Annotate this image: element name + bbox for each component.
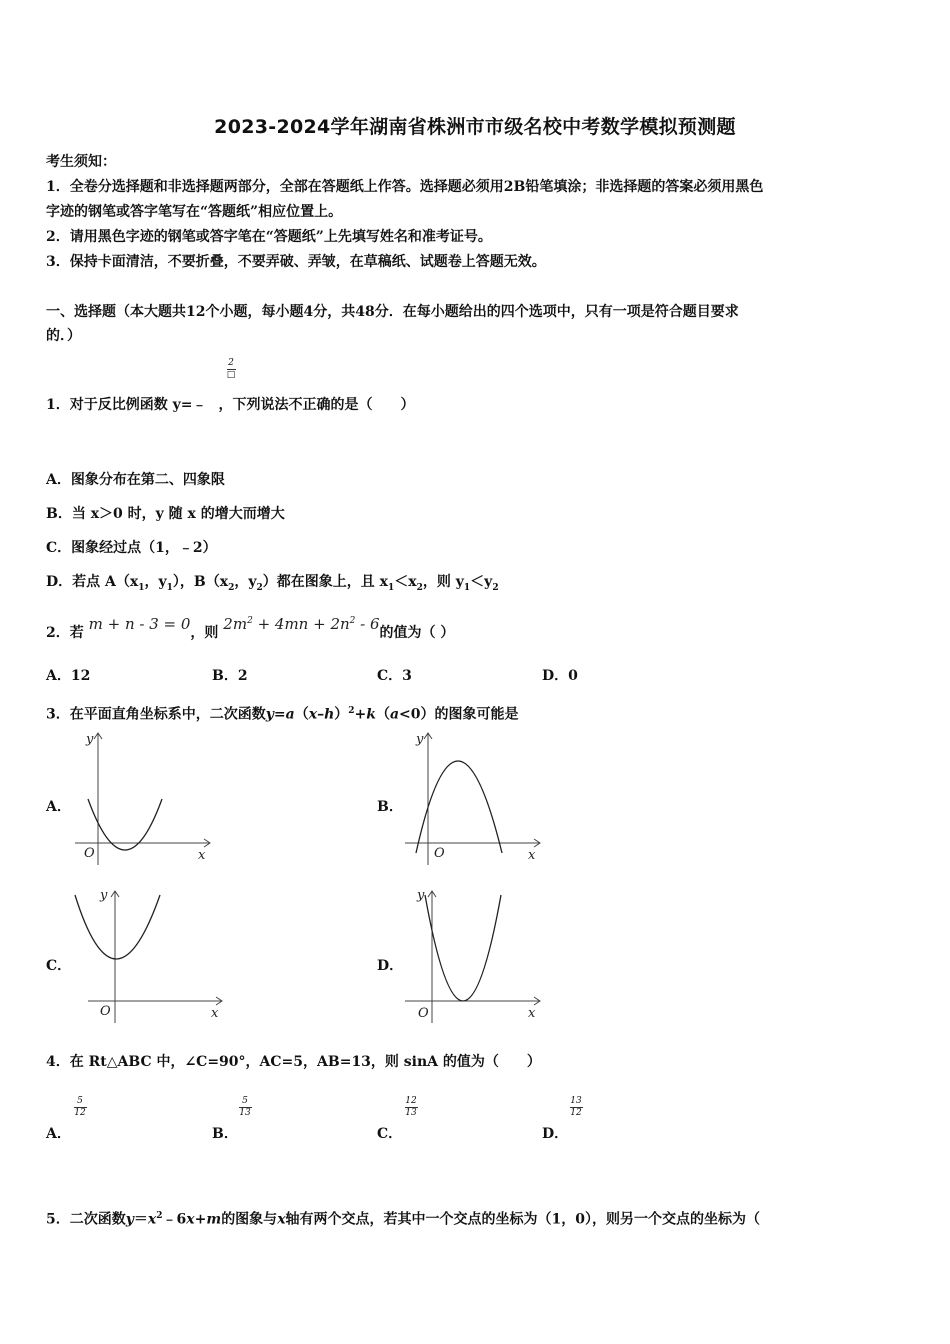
notice-item-3: 3．保持卡面清洁，不要折叠，不要弄破、弄皱，在草稿纸、试题卷上答题无效。 bbox=[46, 254, 546, 270]
q4-d-denominator: 12 bbox=[570, 1108, 582, 1118]
page-title: 2023-2024学年湖南省株洲市市级名校中考数学模拟预测题 bbox=[214, 116, 736, 138]
q4-option-a-label: A． bbox=[46, 1126, 71, 1142]
q5-stem-sup: 2 bbox=[156, 1211, 163, 1221]
q3-graph-b-origin: O bbox=[434, 846, 445, 861]
q3-graph-c-x-label: x bbox=[211, 1006, 219, 1021]
q3-stem-h: h bbox=[324, 706, 335, 723]
q3-graph-c-origin: O bbox=[100, 1004, 111, 1019]
q3-option-b-label: B． bbox=[377, 799, 403, 815]
q2-expr-part-2: + 4mn + 2n bbox=[252, 615, 350, 633]
q4-b-denominator: 13 bbox=[239, 1108, 251, 1118]
q4-c-denominator: 13 bbox=[405, 1108, 417, 1118]
q2-stem-b: ，则 bbox=[190, 625, 219, 641]
q5-stem-x-2: x bbox=[186, 1211, 195, 1228]
q1-d-sub-6: 2 bbox=[416, 582, 423, 593]
q3-graph-b-x-label: x bbox=[528, 848, 536, 863]
q1-d-sub-7: 1 bbox=[463, 582, 471, 593]
q3-stem-plus: + bbox=[354, 706, 367, 723]
q1-option-d bbox=[46, 573, 499, 597]
q3-stem-paren-3: （ bbox=[375, 706, 390, 723]
q3-stem-y: y bbox=[265, 706, 274, 723]
q4-option-d-label: D． bbox=[542, 1126, 569, 1142]
q2-expr-sup-2: 2 bbox=[349, 616, 356, 626]
section-heading-line-2: 的．） bbox=[46, 328, 81, 344]
q1-d-text-2: ，y bbox=[144, 574, 167, 590]
q3-option-c-label: C． bbox=[46, 958, 72, 974]
q2-expr-part-3: - 6 bbox=[355, 615, 380, 633]
q4-option-b-label: B． bbox=[212, 1126, 238, 1142]
q1-d-sub-1: 1 bbox=[138, 582, 145, 593]
q3-graph-c bbox=[70, 883, 230, 1028]
q1-stem-b: ，下列说法不正确的是（ ） bbox=[218, 397, 415, 413]
q1-d-text-1: D．若点 A（x bbox=[46, 574, 139, 590]
q3-graph-a-y-label: y bbox=[86, 732, 94, 747]
q1-d-sub-4: 2 bbox=[256, 582, 263, 593]
q5-stem-e: 轴有两个交点，若其中一个交点的坐标为（1，0），则另一个交点的坐标为（ bbox=[285, 1211, 761, 1228]
q2-expr-sup-1: 2 bbox=[247, 616, 253, 626]
q5-stem-b: ﹣6 bbox=[162, 1211, 187, 1228]
q1-d-text-5: ）都在图象上，且 x bbox=[262, 574, 388, 590]
q3-stem bbox=[46, 702, 519, 724]
q2-target-expression bbox=[223, 615, 379, 633]
q2-option-b: B．2 bbox=[212, 668, 248, 684]
q5-stem-d: 的图象与 bbox=[221, 1211, 278, 1228]
q1-option-a: A．图象分布在第二、四象限 bbox=[46, 472, 225, 488]
q3-option-a-label: A． bbox=[46, 799, 71, 815]
q3-graph-c-y-label: y bbox=[100, 888, 108, 903]
q3-stem-x: x bbox=[308, 706, 318, 723]
q2-option-a: A．12 bbox=[46, 668, 91, 684]
q4-a-denominator: 12 bbox=[74, 1108, 86, 1118]
q1-d-text-3: ），B（x bbox=[172, 574, 229, 590]
q1-d-sub-5: 1 bbox=[388, 582, 395, 593]
q3-graph-d-origin: O bbox=[418, 1006, 429, 1021]
q3-option-d-label: D． bbox=[377, 958, 404, 974]
q3-graph-a-origin: O bbox=[84, 846, 95, 861]
q3-graph-d-y-label: y bbox=[417, 888, 425, 903]
q1-d-sub-8: 2 bbox=[492, 582, 499, 593]
q1-d-text-6: ＜x bbox=[394, 574, 417, 590]
q3-stem-end: <0）的图象可能是 bbox=[399, 706, 519, 723]
q1-stem bbox=[46, 396, 414, 414]
q2-stem-c: 的值为（ ） bbox=[379, 625, 455, 641]
q4-stem: 4．在 Rt△ABC 中，∠C=90°，AC=5，AB=13，则 sinA 的值为（ ） bbox=[46, 1054, 541, 1070]
q1-d-text-7: ，则 y bbox=[422, 574, 464, 590]
q4-option-c-label: C． bbox=[377, 1126, 403, 1142]
q4-b-numerator: 5 bbox=[242, 1096, 248, 1106]
q1-d-text-8: ＜y bbox=[470, 574, 493, 590]
q5-stem-y: y bbox=[125, 1211, 134, 1228]
q4-a-numerator: 5 bbox=[77, 1096, 83, 1106]
q3-graph-d-x-label: x bbox=[528, 1006, 536, 1021]
q2-condition-expression: m + n - 3 = 0 bbox=[88, 615, 191, 633]
q3-stem-paren-1: （ bbox=[294, 706, 309, 723]
q3-stem-a-var-2: a bbox=[389, 706, 400, 723]
q5-stem-a: 5．二次函数 bbox=[46, 1211, 126, 1228]
q3-stem-a: 3．在平面直角坐标系中，二次函数 bbox=[46, 706, 266, 723]
q4-option-d-fraction bbox=[568, 1096, 584, 1119]
q5-stem-x-3: x bbox=[277, 1211, 286, 1228]
notice-item-1-line-2: 字迹的钢笔或答字笔写在“答题纸”相应位置上。 bbox=[46, 204, 343, 220]
q1-fraction-denominator: □ bbox=[226, 370, 236, 380]
q2-option-c: C．3 bbox=[377, 668, 412, 684]
q3-stem-eq: = bbox=[273, 706, 286, 723]
q3-stem-minus: – bbox=[317, 706, 325, 723]
q3-stem-a-var: a bbox=[285, 706, 295, 723]
q5-stem bbox=[46, 1207, 760, 1229]
q5-stem-x: x bbox=[147, 1211, 157, 1228]
q3-stem-paren-2: ） bbox=[334, 706, 349, 723]
q1-option-b: B．当 x＞0 时，y 随 x 的增大而增大 bbox=[46, 506, 285, 522]
q5-stem-plus: + bbox=[194, 1211, 207, 1228]
q2-stem bbox=[46, 615, 455, 642]
q4-c-numerator: 12 bbox=[405, 1096, 417, 1106]
q1-d-sub-3: 2 bbox=[228, 582, 235, 593]
q1-stem-a: 1．对于反比例函数 y=﹣ bbox=[46, 397, 207, 413]
notice-item-1-line-1: 1．全卷分选择题和非选择题两部分，全部在答题纸上作答。选择题必须用2B铅笔填涂；非选择题的答案必须用黑色 bbox=[46, 179, 764, 195]
q5-stem-eq: ＝ bbox=[133, 1211, 148, 1228]
q2-expr-part-1: 2m bbox=[223, 615, 248, 633]
q1-fraction bbox=[224, 358, 238, 381]
q2-stem-a: 2．若 bbox=[46, 625, 84, 641]
q4-option-b-fraction bbox=[237, 1096, 253, 1119]
q1-option-c: C．图象经过点（1，﹣2） bbox=[46, 540, 217, 556]
q4-d-numerator: 13 bbox=[570, 1096, 582, 1106]
q3-graph-b-y-label: y bbox=[416, 732, 424, 747]
q3-graph-a bbox=[70, 725, 220, 870]
q1-d-sub-2: 1 bbox=[166, 582, 173, 593]
q4-option-c-fraction bbox=[403, 1096, 419, 1119]
notice-heading: 考生须知： bbox=[46, 154, 116, 170]
q1-d-text-4: ，y bbox=[234, 574, 257, 590]
q3-stem-k: k bbox=[366, 706, 376, 723]
q1-fraction-numerator: 2 bbox=[228, 358, 234, 368]
q4-option-a-fraction bbox=[72, 1096, 88, 1119]
notice-item-2: 2．请用黑色字迹的钢笔或答字笔在“答题纸”上先填写姓名和准考证号。 bbox=[46, 229, 492, 245]
q3-stem-sup: 2 bbox=[348, 706, 355, 716]
q3-graph-b bbox=[400, 725, 550, 870]
section-heading-line-1: 一、选择题（本大题共12个小题，每小题4分，共48分．在每小题给出的四个选项中，只有一项是符合题目要求 bbox=[46, 304, 739, 320]
q5-stem-m: m bbox=[206, 1211, 222, 1228]
q2-option-d: D．0 bbox=[542, 668, 578, 684]
q3-graph-d bbox=[400, 883, 550, 1028]
q3-graph-a-x-label: x bbox=[198, 848, 206, 863]
